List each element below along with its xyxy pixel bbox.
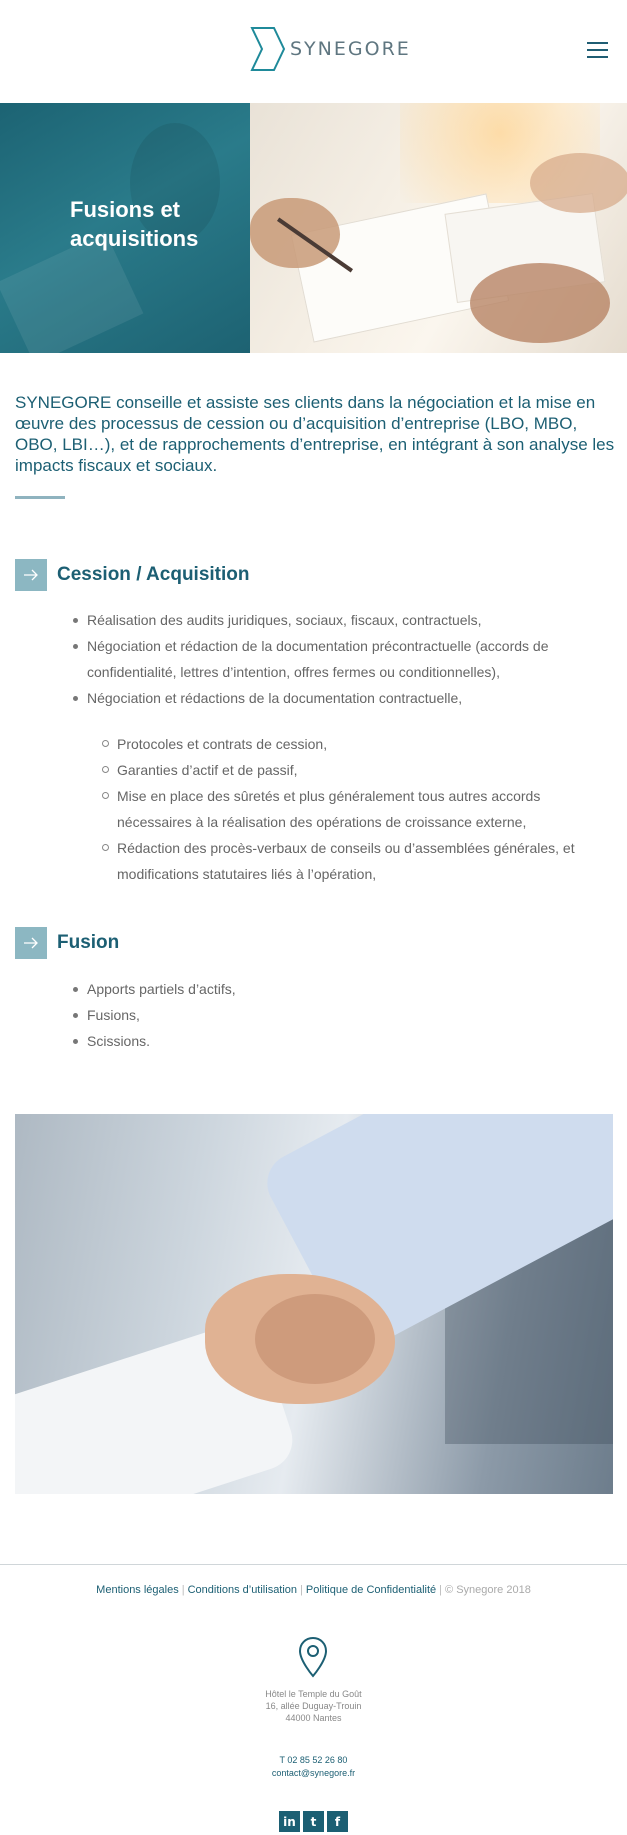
section-title: Fusion — [57, 932, 120, 953]
cession-sublist — [117, 731, 617, 887]
list-item: Garanties d’actif et de passif, — [117, 757, 617, 783]
list-item: Négociation et rédactions de la documentation contractuelle, — [87, 685, 607, 711]
contact-info — [0, 1754, 627, 1780]
section-heading-fusion — [15, 927, 119, 959]
hero-banner — [0, 103, 627, 353]
logo-mark-icon — [250, 26, 286, 72]
social-links — [279, 1811, 348, 1832]
site-header — [0, 0, 627, 103]
list-item: Fusions, — [87, 1002, 607, 1028]
map-pin-icon — [298, 1636, 328, 1678]
divider — [15, 496, 65, 499]
copyright: © Synegore 2018 — [445, 1584, 531, 1596]
address-line: 16, allée Duguay-Trouin — [265, 1701, 362, 1711]
arrow-right-icon — [15, 559, 47, 591]
list-item: Négociation et rédaction de la documentation précontractuelle (accords de confidentialité, lettres d’intention, offres fermes ou conditionnelles), — [87, 633, 607, 685]
page-title: Fusions et acquisitions — [70, 197, 199, 251]
address — [0, 1688, 627, 1724]
logo[interactable] — [250, 26, 411, 72]
hero-photo — [250, 103, 627, 353]
cession-list — [87, 607, 607, 711]
section-title: Cession / Acquisition — [57, 564, 250, 585]
intro-text: SYNEGORE conseille et assiste ses clients dans la négociation et la mise en œuvre des processus de cession ou d’acquisition d’entreprise (LBO, MBO, OBO, LBI…), et de rapprochements d’entreprise, en intégrant à son analyse les impacts fiscaux et sociaux. — [15, 393, 615, 475]
footer-divider — [0, 1564, 627, 1565]
arrow-right-icon — [15, 927, 47, 959]
list-item: Apports partiels d’actifs, — [87, 976, 607, 1002]
list-item: Rédaction des procès-verbaux de conseils ou d’assemblées générales, et modifications statutaires liés à l’opération, — [117, 835, 617, 887]
list-item: Scissions. — [87, 1028, 607, 1054]
privacy-link[interactable]: Politique de Confidentialité — [305, 1584, 437, 1596]
fusion-list — [87, 976, 607, 1054]
footer-links: Mentions légales | Conditions d’utilisation | Politique de Confidentialité | © Synegore 2018 — [96, 1584, 531, 1596]
facebook-icon[interactable]: f — [327, 1811, 348, 1832]
legal-notice-link[interactable]: Mentions légales — [96, 1584, 179, 1596]
address-line: Hôtel le Temple du Goût — [265, 1689, 362, 1699]
address-line: 44000 Nantes — [285, 1713, 342, 1723]
linkedin-icon[interactable]: in — [279, 1811, 300, 1832]
list-item: Protocoles et contrats de cession, — [117, 731, 617, 757]
section-heading-cession — [15, 559, 250, 591]
twitter-icon[interactable]: t — [303, 1811, 324, 1832]
list-item: Mise en place des sûretés et plus généralement tous autres accords nécessaires à la réalisation des opérations de croissance externe, — [117, 783, 617, 835]
email-link[interactable]: contact@synegore.fr — [271, 1768, 356, 1778]
hamburger-icon[interactable] — [587, 42, 608, 58]
list-item: Réalisation des audits juridiques, sociaux, fiscaux, contractuels, — [87, 607, 607, 633]
terms-link[interactable]: Conditions d’utilisation — [187, 1584, 298, 1596]
phone-number[interactable]: T 02 85 52 26 80 — [279, 1755, 348, 1765]
logo-text: SYNEGORE — [290, 38, 411, 60]
handshake-photo — [15, 1114, 613, 1494]
